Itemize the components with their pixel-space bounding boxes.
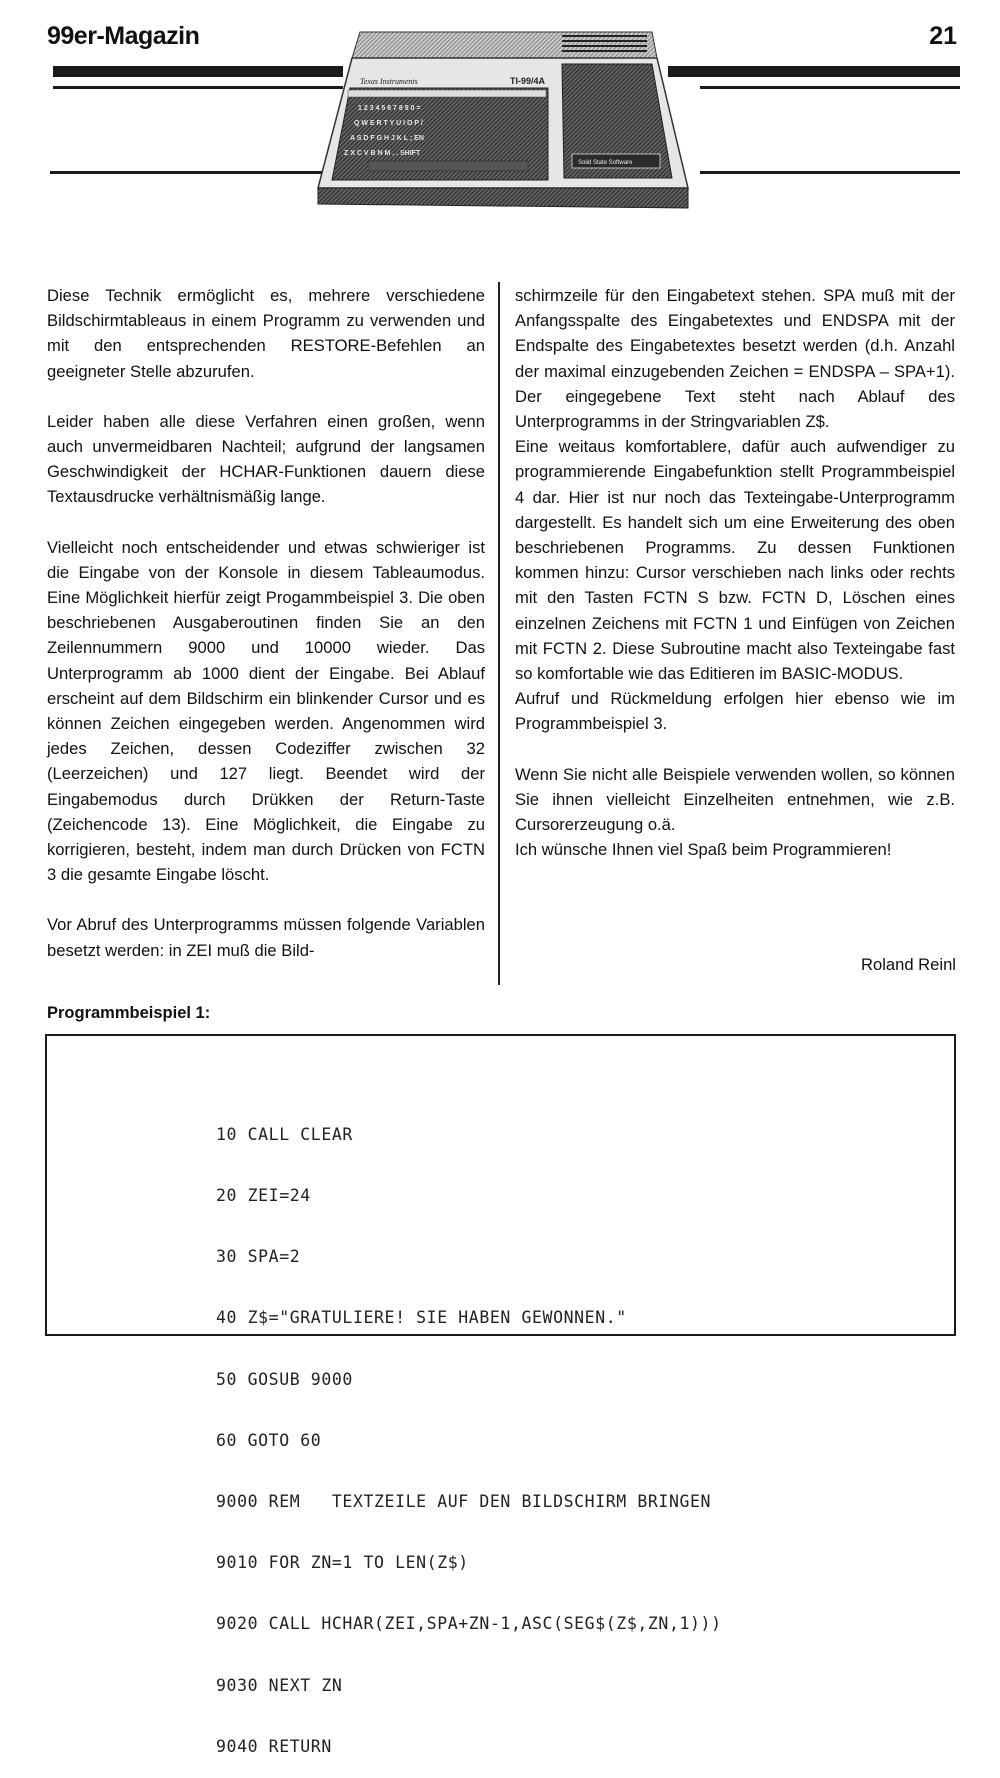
paragraph: Wenn Sie nicht alle Beispiele verwenden wollen, so können Sie ihnen vielleicht Einzelheiten entnehmen, wie z.B. Cursorerzeugung o.ä. bbox=[515, 764, 955, 835]
header-bottom-rule-right bbox=[700, 171, 960, 174]
header-thin-rule-right bbox=[700, 86, 960, 89]
svg-text:1 2 3 4 5 6 7 8 9 0: 1 2 3 4 5 6 7 8 9 0 = bbox=[358, 105, 421, 112]
code-line: 10 CALL CLEAR bbox=[216, 1124, 353, 1144]
header-thick-rule-right bbox=[668, 66, 960, 77]
article-left-column bbox=[47, 283, 485, 963]
listing-title: Programmbeispiel 1: bbox=[47, 1004, 211, 1022]
code-listing bbox=[216, 1084, 722, 1778]
code-line: 30 SPA=2 bbox=[216, 1247, 301, 1267]
svg-text:Solid State Software: Solid State Software bbox=[578, 160, 633, 166]
column-divider bbox=[498, 282, 500, 985]
paragraph: Aufruf und Rückmeldung erfolgen hier ebenso wie im Programmbeispiel 3. bbox=[515, 689, 955, 734]
paragraph: Vielleicht noch entscheidender und etwas schwieriger ist die Eingabe von der Konsole in diesem Tableaumodus. Eine Möglichkeit hierfür zeigt Progammbeispiel 3. Die oben beschriebenen Ausgaberoutinen finden Sie an den Zeilennummern 9000 und 10000 wieder. Das Unterprogramm ab 1000 dient der Eingabe. Bei Ablauf erscheint auf dem Bildschirm ein blinkender Cursor und es können Zeichen eingegeben werden. Angenommen wird jedes Zeichen, dessen Codeziffer zwischen 32 (Leerzeichen) und 127 liegt. Beendet wird der Eingabemodus durch Drükken der Return-Taste (Zeichencode 13). Eine Möglichkeit, die Eingabe zu korrigieren, besteht, indem man durch Drücken von FCTN 3 die gesamte Eingabe löscht. bbox=[47, 537, 485, 885]
header-bottom-rule-left bbox=[50, 171, 330, 174]
paragraph: Eine weitaus komfortablere, dafür auch aufwendiger zu programmierende Eingabefunktion stellt Programmbeispiel 4 dar. Hier ist nur noch das Texteingabe-Unterprogramm dargestellt. Es handelt sich um eine Erweiterung des oben beschriebenen Programms. Zu dessen Funktionen kommen hinzu: Cursor verschieben nach links oder rechts mit den Tasten FCTN S bzw. FCTN D, Löschen eines einzelnen Zeichens mit FCTN 1 und Einfügen von Zeichen mit FCTN 2. Diese Subroutine macht also Texteingabe fast so komfortable wie das Editieren im BASIC-MODUS. bbox=[515, 437, 955, 684]
header-thick-rule-left bbox=[53, 66, 343, 77]
paragraph: Vor Abruf des Unterprogramms müssen folgende Variablen besetzt werden: in ZEI muß die Bild- bbox=[47, 915, 485, 960]
svg-text:Texas Instruments: Texas Instruments bbox=[360, 77, 418, 86]
code-line: 60 GOTO 60 bbox=[216, 1430, 322, 1450]
code-line: 20 ZEI=24 bbox=[216, 1186, 311, 1206]
page-number: 21 bbox=[929, 22, 957, 50]
article-right-column bbox=[515, 283, 955, 862]
code-line: 9000 REM TEXTZEILE AUF DEN BILDSCHIRM BRINGEN bbox=[216, 1492, 712, 1512]
svg-text:A S D F G H J K L ;: A S D F G H J K L ; EN bbox=[350, 135, 424, 142]
paragraph: schirmzeile für den Eingabetext stehen. SPA muß mit der Anfangsspalte des Eingabetextes und ENDSPA mit der Endspalte des Eingabetextes besetzt werden (d.h. Anzahl der maximal einzugebenden Zeichen = ENDSPA – SPA+1). Der eingegebene Text steht nach Ablauf des Unterprogramms in der Stringvariablen Z$. bbox=[515, 286, 955, 432]
header-thin-rule-left bbox=[53, 86, 343, 89]
computer-illustration bbox=[312, 28, 702, 218]
code-line: 9040 RETURN bbox=[216, 1736, 332, 1756]
code-line: 9020 CALL HCHAR(ZEI,SPA+ZN-1,ASC(SEG$(Z$,ZN,1))) bbox=[216, 1614, 722, 1634]
svg-text:TI-99/4A: TI-99/4A bbox=[510, 76, 546, 86]
code-line: 40 Z$="GRATULIERE! SIE HABEN GEWONNEN." bbox=[216, 1308, 627, 1328]
code-line: 9010 FOR ZN=1 TO LEN(Z$) bbox=[216, 1553, 469, 1573]
magazine-title: 99er-Magazin bbox=[47, 22, 200, 50]
paragraph: Ich wünsche Ihnen viel Spaß beim Programmieren! bbox=[515, 840, 892, 860]
svg-text:Q W E R T Y U I O P: Q W E R T Y U I O P / bbox=[354, 120, 423, 127]
paragraph: Diese Technik ermöglicht es, mehrere verschiedene Bildschirmtableaus in einem Programm zu verwenden und mit den entsprechenden RESTORE-Befehlen an geeigneter Stelle abzurufen. bbox=[47, 286, 485, 381]
svg-text:Z X C V B N M , . SHI: Z X C V B N M , . SHIFT bbox=[344, 150, 421, 157]
code-line: 9030 NEXT ZN bbox=[216, 1675, 343, 1695]
paragraph: Leider haben alle diese Verfahren einen großen, wenn auch unvermeidbaren Nachteil; aufgrund der langsamen Geschwindigkeit der HCHAR-Funktionen dauern diese Textausdrucke verhältnismäßig lange. bbox=[47, 411, 485, 507]
code-line: 50 GOSUB 9000 bbox=[216, 1369, 353, 1389]
author-signature: Roland Reinl bbox=[860, 955, 956, 974]
